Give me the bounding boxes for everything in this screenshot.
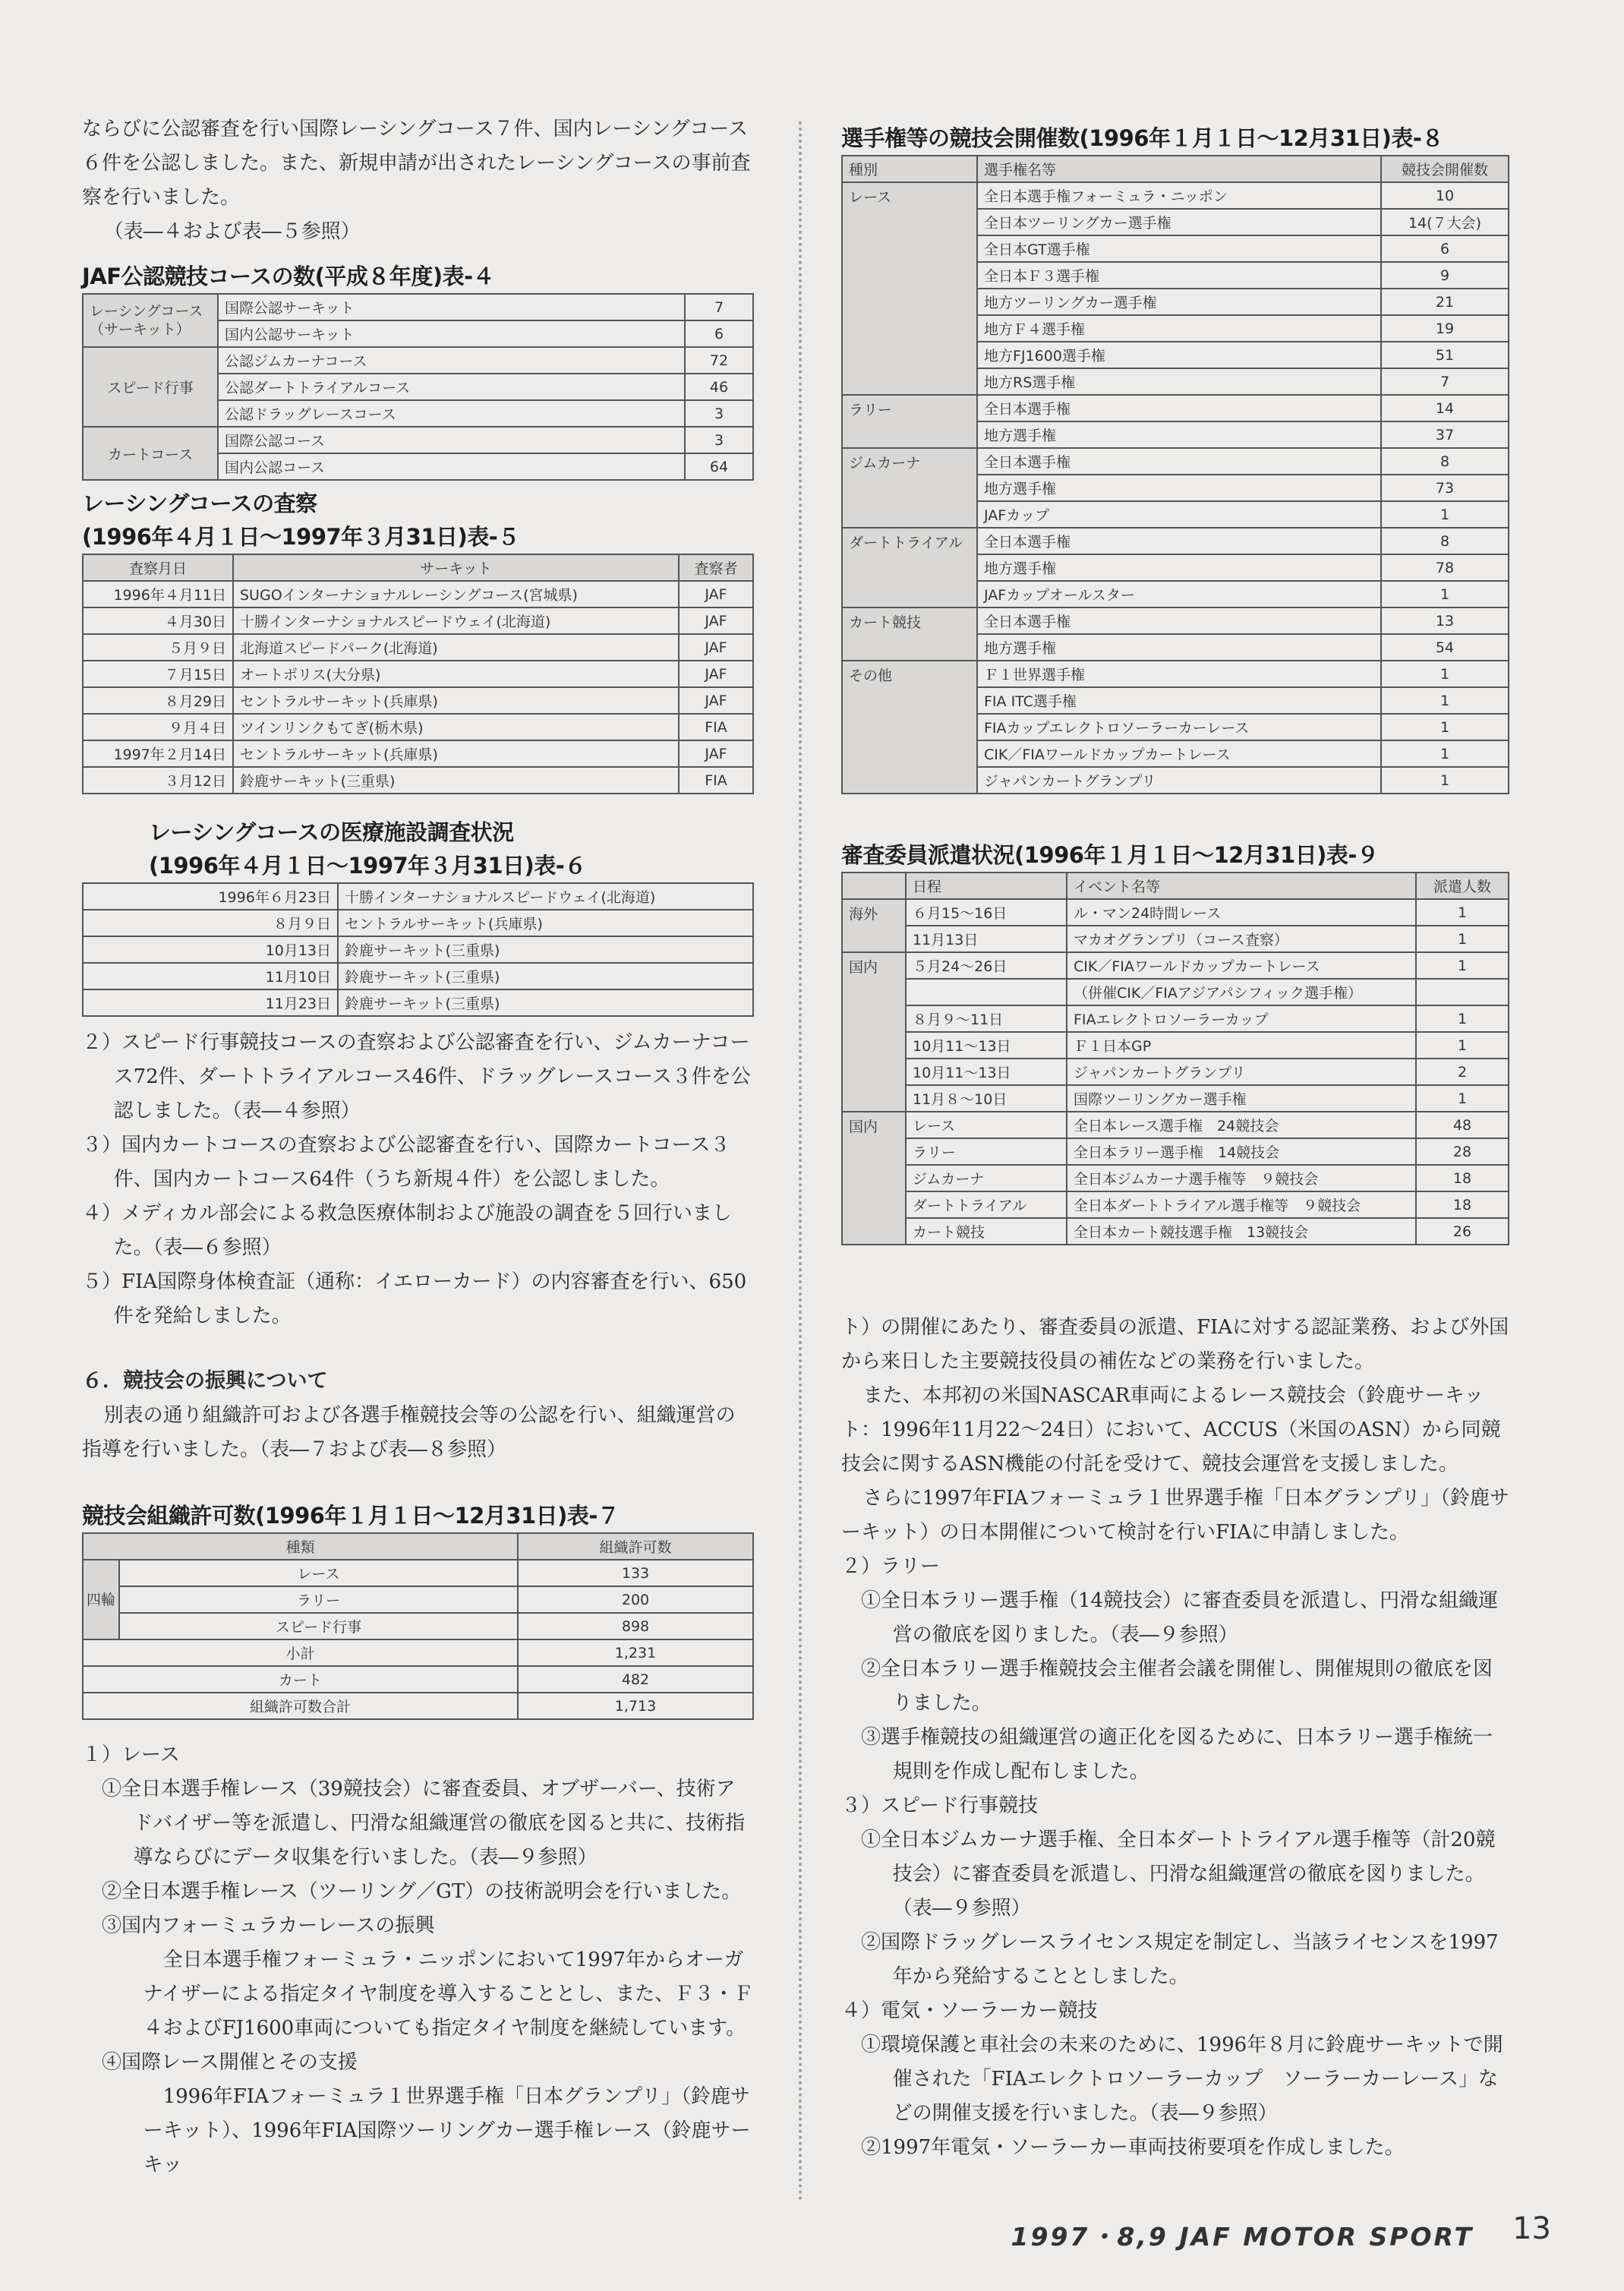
t5-date: ３月12日 bbox=[83, 767, 233, 794]
t4-group: レーシングコース（サーキット） bbox=[83, 294, 218, 347]
t9-event: 全日本カート競技選手権 13競技会 bbox=[1067, 1218, 1416, 1245]
t4-value: 3 bbox=[685, 400, 753, 427]
t7-value: 200 bbox=[518, 1586, 753, 1613]
t8-count: 1 bbox=[1381, 740, 1509, 767]
table4 bbox=[82, 293, 754, 481]
rally-1: ①全日本ラリー選手権（14競技会）に審査委員を派遣し、円滑な組織運営の徹底を図りました。（表―９参照） bbox=[861, 1589, 1499, 1646]
t6-date: 11月10日 bbox=[83, 963, 338, 989]
t7-value: 482 bbox=[518, 1666, 753, 1693]
t6-date: 1996年６月23日 bbox=[83, 883, 338, 910]
t8-championship: Ｆ１世界選手権 bbox=[977, 661, 1381, 687]
t8-count: 1 bbox=[1381, 501, 1509, 528]
t9-header: 派遣人数 bbox=[1416, 873, 1509, 899]
table-row bbox=[842, 1165, 1509, 1191]
t9-event: 国際ツーリングカー選手権 bbox=[1067, 1085, 1416, 1112]
table-row bbox=[83, 581, 753, 607]
speed-heading: ３）スピード行事競技 bbox=[841, 1794, 1038, 1817]
t8-category: その他 bbox=[842, 661, 977, 794]
t9-count: 28 bbox=[1416, 1138, 1509, 1165]
table-row bbox=[83, 989, 753, 1016]
t5-inspector: JAF bbox=[679, 581, 753, 607]
table-row bbox=[83, 607, 753, 634]
t8-championship: 全日本GT選手権 bbox=[977, 235, 1381, 262]
t7-type: 小計 bbox=[83, 1639, 518, 1666]
t5-circuit: 北海道スピードパーク(北海道) bbox=[233, 634, 679, 661]
t7-value: 133 bbox=[518, 1560, 753, 1586]
table-row bbox=[842, 979, 1509, 1005]
solar-heading: ４）電気・ソーラーカー競技 bbox=[841, 1999, 1098, 2022]
t8-championship: JAFカップ bbox=[977, 501, 1381, 528]
t8-championship: 地方選手権 bbox=[977, 554, 1381, 581]
t8-championship: FIA ITC選手権 bbox=[977, 687, 1381, 714]
t5-date: 1996年４月11日 bbox=[83, 581, 233, 607]
t8-championship: 全日本選手権 bbox=[977, 528, 1381, 554]
t5-date: 1997年２月14日 bbox=[83, 740, 233, 767]
t9-date bbox=[906, 979, 1067, 1005]
t6-circuit: 鈴鹿サーキット(三重県) bbox=[338, 936, 753, 963]
t4-value: 6 bbox=[685, 320, 753, 347]
t7-type: 組織許可数合計 bbox=[83, 1693, 518, 1719]
t8-count: 19 bbox=[1381, 315, 1509, 342]
t7-value: 898 bbox=[518, 1613, 753, 1639]
table-row bbox=[83, 910, 753, 936]
table-row bbox=[842, 661, 1509, 687]
t9-count: 1 bbox=[1416, 899, 1509, 926]
t8-count: 7 bbox=[1381, 368, 1509, 395]
solar-1: ①環境保護と車社会の未来のために、1996年８月に鈴鹿サーキットで開催された「FIAエレクトロソーラーカップ ソーラーカーレース」などの開催支援を行いました。（表―９参照） bbox=[861, 2034, 1503, 2125]
t6-date: 10月13日 bbox=[83, 936, 338, 963]
t8-count: 51 bbox=[1381, 342, 1509, 368]
t8-count: 10 bbox=[1381, 182, 1509, 209]
table-row bbox=[83, 936, 753, 963]
t8-category: カート競技 bbox=[842, 607, 977, 661]
item-race-2: ②全日本選手権レース（ツーリング／GT）の技術説明会を行いました。 bbox=[102, 1880, 742, 1903]
t6-circuit: 鈴鹿サーキット(三重県) bbox=[338, 989, 753, 1016]
table9 bbox=[841, 872, 1509, 1245]
t8-championship: 全日本選手権 bbox=[977, 607, 1381, 634]
t9-count bbox=[1416, 979, 1509, 1005]
rally-2: ②全日本ラリー選手権競技会主催者会議を開催し、開催規則の徹底を図りました。 bbox=[861, 1658, 1493, 1715]
t5-circuit: オートポリス(大分県) bbox=[233, 661, 679, 687]
para-1: ト）の開催にあたり、審査委員の派遣、FIAに対する認証業務、および外国から来日した主要競技役員の補佐などの業務を行いました。 bbox=[841, 1316, 1509, 1373]
t9-region: 海外 bbox=[842, 899, 906, 952]
item-race-4-body: 1996年FIAフォーミュラ１世界選手権「日本グランプリ」（鈴鹿サーキット）、1996年FIA国際ツーリングカー選手権レース（鈴鹿サーキッ bbox=[143, 2085, 751, 2176]
table-row bbox=[842, 1005, 1509, 1032]
t5-inspector: JAF bbox=[679, 661, 753, 687]
t4-cell: 国際公認サーキット bbox=[218, 294, 685, 320]
t9-count: 18 bbox=[1416, 1191, 1509, 1218]
t8-championship: 全日本選手権フォーミュラ・ニッポン bbox=[977, 182, 1381, 209]
table8-title: 選手権等の競技会開催数(1996年１月１日〜12月31日)表-８ bbox=[841, 125, 1443, 151]
t9-date: ラリー bbox=[906, 1138, 1067, 1165]
t6-date: ８月９日 bbox=[83, 910, 338, 936]
t7-header: 組織許可数 bbox=[518, 1533, 753, 1560]
table9-title: 審査委員派遣状況(1996年１月１日〜12月31日)表-９ bbox=[841, 842, 1379, 868]
t9-event: （併催CIK／FIAアジアパシフィック選手権） bbox=[1067, 979, 1416, 1005]
t9-date: レース bbox=[906, 1112, 1067, 1138]
t6-circuit: 十勝インターナショナルスピードウェイ(北海道) bbox=[338, 883, 753, 910]
t8-count: 78 bbox=[1381, 554, 1509, 581]
t8-count: 9 bbox=[1381, 262, 1509, 289]
t5-header: サーキット bbox=[233, 554, 679, 581]
table-row bbox=[842, 1218, 1509, 1245]
t4-group: カートコース bbox=[83, 427, 218, 480]
t4-cell: 公認ダートトライアルコース bbox=[218, 374, 685, 400]
t5-date: ７月15日 bbox=[83, 661, 233, 687]
t9-date: カート競技 bbox=[906, 1218, 1067, 1245]
t8-championship: 全日本Ｆ３選手権 bbox=[977, 262, 1381, 289]
t8-championship: 地方選手権 bbox=[977, 475, 1381, 501]
item-2: ２）スピード行事競技コースの査察および公認審査を行い、ジムカーナコース72件、ダートトライアルコース46件、ドラッグレースコース３件を公認しました。（表―４参照） bbox=[82, 1031, 751, 1122]
t8-championship: 地方RS選手権 bbox=[977, 368, 1381, 395]
t8-championship: 全日本選手権 bbox=[977, 395, 1381, 421]
t7-type: カート bbox=[83, 1666, 518, 1693]
table-row bbox=[83, 714, 753, 740]
t9-count: 18 bbox=[1416, 1165, 1509, 1191]
t9-count: 48 bbox=[1416, 1112, 1509, 1138]
section6-body: 別表の通り組織許可および各選手権競技会等の公認を行い、組織運営の指導を行いました。（表―７および表―８参照） bbox=[82, 1404, 736, 1461]
t5-circuit: 十勝インターナショナルスピードウェイ(北海道) bbox=[233, 607, 679, 634]
t9-event: Ｆ１日本GP bbox=[1067, 1032, 1416, 1059]
t4-cell: 公認ドラッグレースコース bbox=[218, 400, 685, 427]
t9-event: ル・マン24時間レース bbox=[1067, 899, 1416, 926]
t7-value: 1,231 bbox=[518, 1639, 753, 1666]
table-row bbox=[842, 1059, 1509, 1085]
t5-inspector: FIA bbox=[679, 714, 753, 740]
t9-region: 国内 bbox=[842, 952, 906, 1112]
table-row bbox=[83, 634, 753, 661]
t4-cell: 公認ジムカーナコース bbox=[218, 347, 685, 374]
t8-championship: 全日本ツーリングカー選手権 bbox=[977, 209, 1381, 235]
t7-group: 四輪 bbox=[83, 1560, 119, 1639]
t8-count: 73 bbox=[1381, 475, 1509, 501]
column-divider bbox=[799, 121, 802, 2202]
table4-title: JAF公認競技コースの数(平成８年度)表-４ bbox=[82, 263, 495, 289]
item-race-1: ①全日本選手権レース（39競技会）に審査委員、オブザーバー、技術アドバイザー等を派遣し、円滑な組織運営の徹底を図ると共に、技術指導ならびにデータ収集を行いました。（表―９参照） bbox=[102, 1778, 746, 1869]
intro-ref: （表―４および表―５参照） bbox=[103, 220, 361, 243]
t8-category: レース bbox=[842, 182, 977, 395]
table8 bbox=[841, 155, 1509, 794]
table-row bbox=[842, 1191, 1509, 1218]
t8-header: 競技会開催数 bbox=[1381, 156, 1509, 182]
table-row bbox=[842, 1112, 1509, 1138]
intro-paragraph: ならびに公認審査を行い国際レーシングコース７件、国内レーシングコース６件を公認しました。また、新規申請が出されたレーシングコースの事前査察を行いました。 bbox=[82, 118, 751, 209]
t7-type: ラリー bbox=[119, 1586, 518, 1613]
t9-date: 10月11〜13日 bbox=[906, 1059, 1067, 1085]
t9-date: ジムカーナ bbox=[906, 1165, 1067, 1191]
t8-category: ラリー bbox=[842, 395, 977, 448]
t5-inspector: FIA bbox=[679, 767, 753, 794]
t8-header: 種別 bbox=[842, 156, 977, 182]
table6 bbox=[82, 882, 754, 1017]
t5-circuit: ツインリンクもてぎ(栃木県) bbox=[233, 714, 679, 740]
section6-heading: ６．競技会の振興について bbox=[82, 1369, 328, 1393]
t8-count: 1 bbox=[1381, 714, 1509, 740]
solar-2: ②1997年電気・ソーラーカー車両技術要項を作成しました。 bbox=[861, 2136, 1405, 2159]
t9-event: ジャパンカートグランプリ bbox=[1067, 1059, 1416, 1085]
t8-championship: 地方選手権 bbox=[977, 634, 1381, 661]
table-row bbox=[842, 1085, 1509, 1112]
t9-count: 2 bbox=[1416, 1059, 1509, 1085]
t5-circuit: SUGOインターナショナルレーシングコース(宮城県) bbox=[233, 581, 679, 607]
t8-count: 8 bbox=[1381, 528, 1509, 554]
table7-title: 競技会組織許可数(1996年１月１日〜12月31日)表-７ bbox=[82, 1503, 620, 1529]
t4-value: 46 bbox=[685, 374, 753, 400]
table-row bbox=[842, 1032, 1509, 1059]
t4-value: 3 bbox=[685, 427, 753, 453]
t5-date: ４月30日 bbox=[83, 607, 233, 634]
t9-count: 1 bbox=[1416, 952, 1509, 979]
t8-championship: 地方選手権 bbox=[977, 421, 1381, 448]
t4-group: スピード行事 bbox=[83, 347, 218, 427]
t8-count: 54 bbox=[1381, 634, 1509, 661]
t5-circuit: 鈴鹿サーキット(三重県) bbox=[233, 767, 679, 794]
t9-event: FIAエレクトロソーラーカップ bbox=[1067, 1005, 1416, 1032]
table5 bbox=[82, 554, 754, 794]
t9-count: 1 bbox=[1416, 1032, 1509, 1059]
table-row bbox=[842, 926, 1509, 952]
table-row bbox=[83, 767, 753, 794]
t8-count: 13 bbox=[1381, 607, 1509, 634]
t4-value: 7 bbox=[685, 294, 753, 320]
table-row bbox=[83, 661, 753, 687]
table5-subtitle: (1996年４月１日〜1997年３月31日)表-５ bbox=[82, 524, 519, 550]
t9-date: 11月13日 bbox=[906, 926, 1067, 952]
table-row bbox=[842, 952, 1509, 979]
t5-header: 査察月日 bbox=[83, 554, 233, 581]
t7-header: 種類 bbox=[83, 1533, 518, 1560]
t5-circuit: セントラルサーキット(兵庫県) bbox=[233, 740, 679, 767]
t4-cell: 国際公認コース bbox=[218, 427, 685, 453]
para-3: さらに1997年FIAフォーミュラ１世界選手権「日本グランプリ」（鈴鹿サーキット）の日本開催について検討を行いFIAに申請しました。 bbox=[841, 1487, 1509, 1544]
table-row bbox=[842, 607, 1509, 634]
t9-count: 26 bbox=[1416, 1218, 1509, 1245]
t9-date: ６月15〜16日 bbox=[906, 899, 1067, 926]
t8-category: ダートトライアル bbox=[842, 528, 977, 607]
table-row bbox=[842, 528, 1509, 554]
t8-count: 8 bbox=[1381, 448, 1509, 475]
t9-date: 10月11〜13日 bbox=[906, 1032, 1067, 1059]
t9-date: ８月９〜11日 bbox=[906, 1005, 1067, 1032]
right-column bbox=[841, 112, 1509, 2165]
item-race-4: ④国際レース開催とその支援 bbox=[102, 2051, 358, 2074]
t4-value: 72 bbox=[685, 347, 753, 374]
table-row bbox=[842, 395, 1509, 421]
t4-cell: 国内公認サーキット bbox=[218, 320, 685, 347]
t6-date: 11月23日 bbox=[83, 989, 338, 1016]
t4-value: 64 bbox=[685, 453, 753, 480]
table-row bbox=[83, 963, 753, 989]
t8-count: 1 bbox=[1381, 767, 1509, 794]
t9-event: 全日本ダートトライアル選手権等 ９競技会 bbox=[1067, 1191, 1416, 1218]
t5-inspector: JAF bbox=[679, 740, 753, 767]
t8-championship: ジャパンカートグランプリ bbox=[977, 767, 1381, 794]
table6-subtitle: (1996年４月１日〜1997年３月31日)表-６ bbox=[149, 853, 586, 879]
t5-header: 査察者 bbox=[679, 554, 753, 581]
t9-event: 全日本ラリー選手権 14競技会 bbox=[1067, 1138, 1416, 1165]
t8-championship: CIK／FIAワールドカップカートレース bbox=[977, 740, 1381, 767]
table5-title: レーシングコースの査察 bbox=[82, 491, 317, 516]
t9-count: 1 bbox=[1416, 1085, 1509, 1112]
t8-championship: FIAカップエレクトロソーラーカーレース bbox=[977, 714, 1381, 740]
table-row bbox=[83, 883, 753, 910]
t9-event: CIK／FIAワールドカップカートレース bbox=[1067, 952, 1416, 979]
t5-date: ５月９日 bbox=[83, 634, 233, 661]
t5-date: ９月４日 bbox=[83, 714, 233, 740]
item-5: ５）FIA国際身体検査証（通称：イエローカード）の内容審査を行い、650件を発給しました。 bbox=[82, 1270, 747, 1327]
table-row bbox=[83, 687, 753, 714]
t8-championship: JAFカップオールスター bbox=[977, 581, 1381, 607]
page-number: 13 bbox=[1512, 2211, 1551, 2246]
table7 bbox=[82, 1532, 754, 1720]
t9-count: 1 bbox=[1416, 926, 1509, 952]
t7-value: 1,713 bbox=[518, 1693, 753, 1719]
table-row bbox=[842, 1138, 1509, 1165]
t9-header: イベント名等 bbox=[1067, 873, 1416, 899]
t5-inspector: JAF bbox=[679, 687, 753, 714]
t5-date: ８月29日 bbox=[83, 687, 233, 714]
t5-inspector: JAF bbox=[679, 634, 753, 661]
item-race-3: ③国内フォーミュラカーレースの振興 bbox=[102, 1914, 435, 1937]
t9-event: 全日本レース選手権 24競技会 bbox=[1067, 1112, 1416, 1138]
speed-2: ②国際ドラッグレースライセンス規定を制定し、当該ライセンスを1997年から発給することとしました。 bbox=[861, 1931, 1499, 1988]
item-race-heading: １）レース bbox=[82, 1743, 180, 1766]
t9-header: 日程 bbox=[906, 873, 1067, 899]
t5-inspector: JAF bbox=[679, 607, 753, 634]
t9-event: 全日本ジムカーナ選手権等 ９競技会 bbox=[1067, 1165, 1416, 1191]
item-3: ３）国内カートコースの査察および公認審査を行い、国際カートコース３件、国内カートコース64件（うち新規４件）を公認しました。 bbox=[82, 1134, 730, 1191]
table-row bbox=[842, 899, 1509, 926]
item-race-3-body: 全日本選手権フォーミュラ・ニッポンにおいて1997年からオーガナイザーによる指定タイヤ制度を導入することとし、また、Ｆ３・Ｆ４およびFJ1600車両についても指定タイヤ制度を継続しています。 bbox=[143, 1949, 754, 2040]
t8-count: 37 bbox=[1381, 421, 1509, 448]
t6-circuit: セントラルサーキット(兵庫県) bbox=[338, 910, 753, 936]
t6-circuit: 鈴鹿サーキット(三重県) bbox=[338, 963, 753, 989]
t8-championship: 地方FJ1600選手権 bbox=[977, 342, 1381, 368]
t8-count: 14 bbox=[1381, 395, 1509, 421]
left-column bbox=[82, 112, 754, 2182]
magazine-footer: 1997・8,9 JAF MOTOR SPORT bbox=[1011, 2222, 1474, 2252]
t9-count: 1 bbox=[1416, 1005, 1509, 1032]
t7-type: スピード行事 bbox=[119, 1613, 518, 1639]
t9-date: ダートトライアル bbox=[906, 1191, 1067, 1218]
t9-event: マカオグランプリ（コース査察） bbox=[1067, 926, 1416, 952]
t8-count: 1 bbox=[1381, 687, 1509, 714]
table-row bbox=[842, 448, 1509, 475]
table-row bbox=[842, 182, 1509, 209]
t4-cell: 国内公認コース bbox=[218, 453, 685, 480]
rally-3: ③選手権競技の組織運営の適正化を図るために、日本ラリー選手権統一規則を作成し配布しました。 bbox=[861, 1726, 1493, 1783]
t8-count: 1 bbox=[1381, 581, 1509, 607]
t8-count: 21 bbox=[1381, 289, 1509, 315]
t9-date: 11月８〜10日 bbox=[906, 1085, 1067, 1112]
t8-count: 6 bbox=[1381, 235, 1509, 262]
table6-title: レーシングコースの医療施設調査状況 bbox=[149, 819, 514, 845]
t8-championship: 地方ツーリングカー選手権 bbox=[977, 289, 1381, 315]
t5-circuit: セントラルサーキット(兵庫県) bbox=[233, 687, 679, 714]
t9-region: 国内 bbox=[842, 1112, 906, 1245]
t8-championship: 地方Ｆ４選手権 bbox=[977, 315, 1381, 342]
t9-date: ５月24〜26日 bbox=[906, 952, 1067, 979]
t7-type: レース bbox=[119, 1560, 518, 1586]
speed-1: ①全日本ジムカーナ選手権、全日本ダートトライアル選手権等（計20競技会）に審査委員を派遣し、円滑な組織運営の徹底を図りました。（表―９参照） bbox=[861, 1829, 1496, 1920]
t8-count: 14(７大会) bbox=[1381, 209, 1509, 235]
item-4: ４）メディカル部会による救急医療体制および施設の調査を５回行いました。（表―６参照） bbox=[82, 1202, 732, 1259]
t8-header: 選手権名等 bbox=[977, 156, 1381, 182]
para-2: また、本邦初の米国NASCAR車両によるレース競技会（鈴鹿サーキット：1996年11月22〜24日）において、ACCUS（米国のASN）から同競技会に関するASN機能の付託を受けて、競技会運営を支援しました。 bbox=[841, 1384, 1501, 1475]
t8-championship: 全日本選手権 bbox=[977, 448, 1381, 475]
table-row bbox=[83, 740, 753, 767]
t8-category: ジムカーナ bbox=[842, 448, 977, 528]
rally-heading: ２）ラリー bbox=[841, 1555, 941, 1578]
t8-count: 1 bbox=[1381, 661, 1509, 687]
